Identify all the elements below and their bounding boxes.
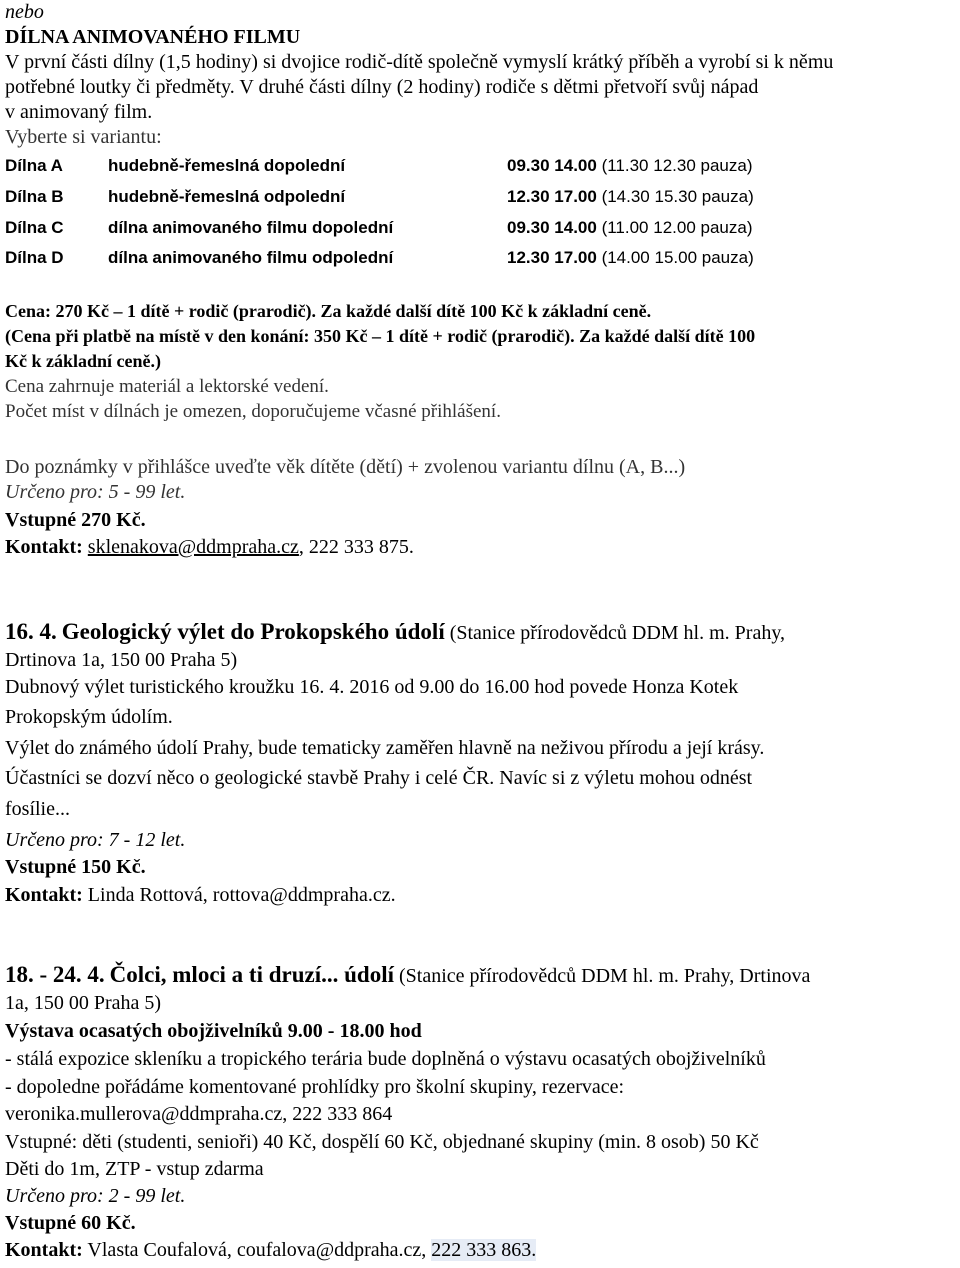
trip-desc-line: Výlet do známého údolí Prahy, bude tematicky zaměřen hlavně na neživou přírodu a její krásy.	[5, 737, 765, 759]
intro-text: nebo	[5, 1, 44, 23]
variant-time: 09.30 14.00 (11.00 12.00 pauza)	[507, 218, 753, 237]
variant-name: Dílna B	[5, 187, 64, 206]
trip-age: Určeno pro: 7 - 12 let.	[5, 829, 186, 851]
workshop-title: DÍLNA ANIMOVANÉHO FILMU	[5, 26, 301, 48]
trip-desc-line: Dubnový výlet turistického kroužku 16. 4. 2016 od 9.00 do 16.00 hod povede Honza Kotek	[5, 676, 739, 698]
exhibit-place-line: 1a, 150 00 Praha 5)	[5, 992, 162, 1014]
exhibit-subtitle: Výstava ocasatých obojživelníků 9.00 - 18.00 hod	[5, 1020, 422, 1042]
trip-fee: Vstupné 150 Kč.	[5, 856, 146, 878]
contact-line: Kontakt: sklenakova@ddmpraha.cz, 222 333 875.	[5, 536, 414, 558]
variant-type: hudebně-řemeslná dopolední	[108, 156, 346, 175]
exhibit-age: Určeno pro: 2 - 99 let.	[5, 1185, 186, 1207]
trip-header	[5, 620, 785, 643]
note-text: Do poznámky v přihlášce uveďte věk dítěte (dětí) + zvolenou variantu dílnu (A, B...)	[5, 456, 686, 478]
workshop-desc-line: v animovaný film.	[5, 101, 153, 123]
variant-name: Dílna D	[5, 248, 64, 267]
trip-place: (Stanice přírodovědců DDM hl. m. Prahy,	[449, 622, 786, 644]
trip-contact: Kontakt: Linda Rottová, rottova@ddmpraha.cz.	[5, 884, 396, 906]
exhibit-desc-line: Vstupné: děti (studenti, senioři) 40 Kč, dospělí 60 Kč, objednané skupiny (min. 8 osob) 50 Kč	[5, 1131, 759, 1153]
exhibit-desc-line: Děti do 1m, ZTP - vstup zdarma	[5, 1158, 264, 1180]
includes-text: Cena zahrnuje materiál a lektorské vedení.	[5, 376, 329, 397]
variant-name: Dílna C	[5, 218, 64, 237]
variant-time: 09.30 14.00 (11.30 12.30 pauza)	[507, 156, 753, 175]
exhibit-desc-line: - stálá expozice skleníku a tropického terária bude doplněná o výstavu ocasatých obojživelníků	[5, 1048, 766, 1070]
exhibit-title: Čolci, mloci a ti druzí... údolí	[109, 962, 394, 987]
exhibit-header	[5, 963, 810, 986]
exhibit-place: (Stanice přírodovědců DDM hl. m. Prahy, Drtinova	[398, 965, 811, 987]
variant-prompt: Vyberte si variantu:	[5, 126, 162, 148]
price-line: Kč k základní ceně.)	[5, 351, 161, 371]
limited-text: Počet míst v dílnách je omezen, doporučujeme včasné přihlášení.	[5, 401, 501, 422]
workshop-desc-line: V první části dílny (1,5 hodiny) si dvojice rodič-dítě společně vymyslí krátký příběh a vyrobí si k němu	[5, 51, 834, 73]
exhibit-phone-highlight[interactable]: 222 333 863.	[431, 1239, 537, 1261]
trip-title: Geologický výlet do Prokopského údolí	[61, 619, 445, 644]
trip-desc-line: fosílie...	[5, 798, 70, 820]
exhibit-desc-line: veronika.mullerova@ddmpraha.cz, 222 333 864	[5, 1103, 393, 1125]
exhibit-fee: Vstupné 60 Kč.	[5, 1212, 136, 1234]
trip-date: 16. 4.	[5, 619, 57, 644]
variant-type: dílna animovaného filmu odpolední	[108, 248, 394, 267]
trip-desc-line: Účastníci se dozví něco o geologické stavbě Prahy i celé ČR. Navíc si z výletu mohou odnést	[5, 767, 753, 789]
workshop-desc-line: potřebné loutky či předměty. V druhé části dílny (2 hodiny) rodiče s dětmi přetvoří svůj nápad	[5, 76, 759, 98]
variant-name: Dílna A	[5, 156, 63, 175]
fee-text: Vstupné 270 Kč.	[5, 509, 146, 531]
variant-type: dílna animovaného filmu dopolední	[108, 218, 394, 237]
exhibit-desc-line: - dopoledne pořádáme komentované prohlídky pro školní skupiny, rezervace:	[5, 1076, 625, 1098]
variant-time: 12.30 17.00 (14.00 15.00 pauza)	[507, 248, 754, 267]
trip-desc-line: Prokopským údolím.	[5, 706, 173, 728]
exhibit-date: 18. - 24. 4.	[5, 962, 105, 987]
age-text: Určeno pro: 5 - 99 let.	[5, 481, 186, 503]
trip-place-line: Drtinova 1a, 150 00 Praha 5)	[5, 649, 238, 671]
exhibit-contact: Kontakt: Vlasta Coufalová, coufalova@ddpraha.cz, 222 333 863.	[5, 1239, 537, 1261]
variant-type: hudebně-řemeslná odpolední	[108, 187, 346, 206]
variant-time: 12.30 17.00 (14.30 15.30 pauza)	[507, 187, 754, 206]
contact-email-link[interactable]: sklenakova@ddmpraha.cz	[87, 536, 299, 558]
price-line: Cena: 270 Kč – 1 dítě + rodič (prarodič). Za každé další dítě 100 Kč k základní ceně.	[5, 301, 652, 321]
price-line: (Cena při platbě na místě v den konání: 350 Kč – 1 dítě + rodič (prarodič). Za každé další dítě 100	[5, 326, 756, 346]
